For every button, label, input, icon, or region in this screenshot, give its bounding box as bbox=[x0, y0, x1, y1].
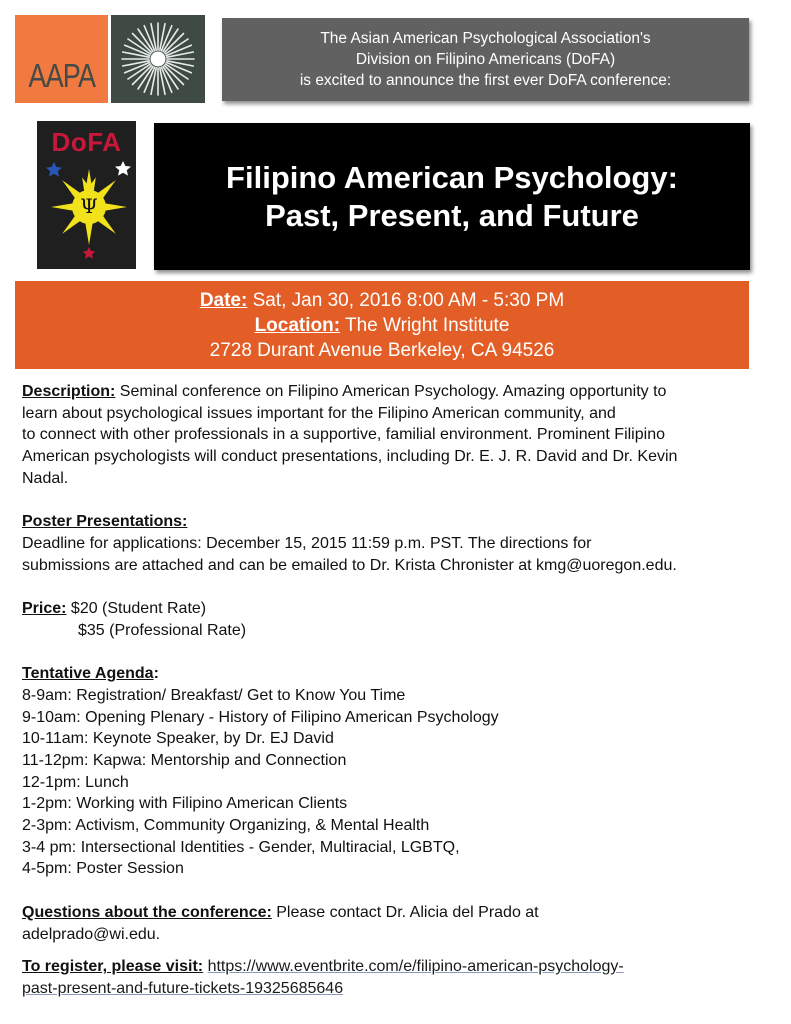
announcement-banner bbox=[222, 18, 749, 101]
date-value: Sat, Jan 30, 2016 8:00 AM - 5:30 PM bbox=[247, 289, 565, 311]
agenda-item: 9-10am: Opening Plenary - History of Filipino American Psychology bbox=[22, 708, 499, 726]
title-line-1: Filipino American Psychology: bbox=[226, 159, 678, 195]
flyer-body bbox=[22, 381, 772, 1000]
agenda-section bbox=[22, 663, 772, 880]
register-link[interactable]: https://www.eventbrite.com/e/filipino-american-psychology- bbox=[207, 958, 624, 976]
dofa-logo bbox=[37, 121, 136, 269]
agenda-item: 4-5pm: Poster Session bbox=[22, 860, 184, 878]
announcement-line-2: Division on Filipino Americans (DoFA) bbox=[355, 51, 616, 68]
description-line: Seminal conference on Filipino American Psychology. Amazing opportunity to bbox=[115, 383, 667, 400]
event-details-banner bbox=[15, 281, 749, 369]
location-label: Location: bbox=[254, 314, 341, 336]
agenda-item: 11-12pm: Kapwa: Mentorship and Connection bbox=[22, 751, 347, 769]
price-label: Price: bbox=[22, 600, 67, 617]
sunburst-logo bbox=[111, 15, 205, 103]
agenda-item: 3-4 pm: Intersectional Identities - Gender, Multiracial, LGBTQ, bbox=[22, 838, 460, 856]
description-line: Nadal. bbox=[22, 469, 69, 487]
description-section bbox=[22, 381, 772, 490]
conference-title bbox=[154, 123, 750, 270]
questions-email[interactable]: adelprado@wi.edu. bbox=[22, 925, 161, 943]
price-professional: $35 (Professional Rate) bbox=[78, 621, 247, 639]
price-section bbox=[22, 598, 772, 641]
register-label: To register, please visit: bbox=[22, 958, 204, 976]
questions-text: Please contact Dr. Alicia del Prado at bbox=[271, 903, 539, 921]
description-label: Description: bbox=[22, 383, 116, 400]
location-value: The Wright Institute bbox=[340, 314, 510, 336]
date-row bbox=[15, 288, 749, 313]
address: 2728 Durant Avenue Berkeley, CA 94526 bbox=[209, 339, 555, 361]
location-row bbox=[15, 313, 749, 338]
aapa-logo-text: AAPA bbox=[28, 57, 95, 94]
title-line-2: Past, Present, and Future bbox=[265, 197, 639, 233]
register-link-continued[interactable]: past-present-and-future-tickets-19325685646 bbox=[22, 979, 344, 997]
agenda-colon: : bbox=[153, 665, 159, 683]
announcement-line-3: is excited to announce the first ever DoFA conference: bbox=[299, 72, 672, 89]
agenda-item: 1-2pm: Working with Filipino American Clients bbox=[22, 795, 348, 813]
agenda-label: Tentative Agenda bbox=[22, 665, 154, 683]
aapa-logo bbox=[15, 15, 108, 103]
agenda-item: 12-1pm: Lunch bbox=[22, 773, 129, 791]
description-line: learn about psychological issues important for the Filipino American community, and bbox=[22, 404, 616, 422]
price-student: $20 (Student Rate) bbox=[66, 600, 207, 617]
agenda-item: 8-9am: Registration/ Breakfast/ Get to Know You Time bbox=[22, 686, 406, 704]
psi-symbol: Ψ bbox=[80, 194, 98, 218]
register-section bbox=[22, 956, 772, 999]
questions-label: Questions about the conference: bbox=[22, 903, 272, 921]
questions-section bbox=[22, 902, 772, 945]
description-line: American psychologists will conduct presentations, including Dr. E. J. R. David and Dr. Kevin bbox=[22, 448, 678, 466]
date-label: Date: bbox=[199, 289, 248, 311]
poster-line: submissions are attached and can be emailed to Dr. Krista Chronister at kmg@uoregon.edu. bbox=[22, 556, 677, 574]
poster-label: Poster Presentations: bbox=[22, 513, 188, 531]
agenda-item: 10-11am: Keynote Speaker, by Dr. EJ David bbox=[22, 730, 334, 748]
description-line: to connect with other professionals in a supportive, familial environment. Prominent Filipino bbox=[22, 426, 665, 444]
poster-line: Deadline for applications: December 15, 2015 11:59 p.m. PST. The directions for bbox=[22, 534, 592, 552]
agenda-item: 2-3pm: Activism, Community Organizing, & Mental Health bbox=[22, 817, 430, 835]
announcement-line-1: The Asian American Psychological Association's bbox=[320, 30, 651, 47]
dofa-logo-text: DoFA bbox=[51, 127, 122, 157]
poster-section bbox=[22, 511, 772, 576]
sunburst-icon bbox=[111, 15, 205, 103]
